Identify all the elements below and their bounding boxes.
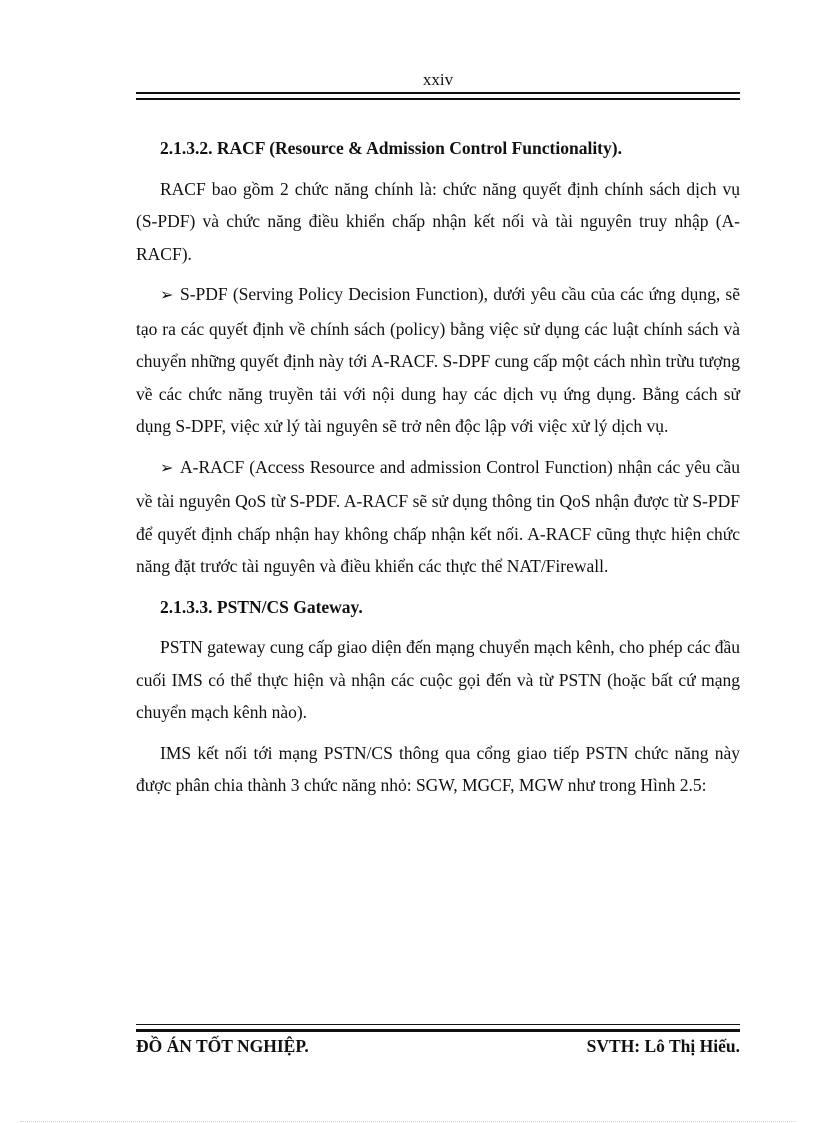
paragraph-racf-intro: RACF bao gồm 2 chức năng chính là: chức năng quyết định chính sách dịch vụ (S-PDF) và chức năng điều khiển chấp nhận kết nối và tài nguyên truy nhập (A-RACF). [136, 178, 740, 264]
page-footer [136, 1036, 740, 1057]
section-heading-pstn: 2.1.3.3. PSTN/CS Gateway. [160, 596, 363, 617]
bullet-item-spdf [136, 278, 740, 443]
bullet-text: A-RACF (Access Resource and admission Control Function) nhận các yêu cầu về tài nguyên QoS từ S-PDF. A-RACF sẽ sử dụng thông tin QoS nhận được từ S-PDF để quyết định chấp nhận hay không chấp nhận kết nối. A-RACF cũng thực hiện chức năng đặt trước tài nguyên và điều khiển các thực thể NAT/Firewall. [136, 456, 740, 576]
footer-rule [136, 1024, 740, 1031]
header-rule [136, 92, 740, 99]
bullet-item-aracf [136, 451, 740, 583]
header-rule-thin [136, 99, 740, 100]
footer-rule-thin [136, 1031, 740, 1032]
paragraph-pstn-1: PSTN gateway cung cấp giao diện đến mạng chuyển mạch kênh, cho phép các đầu cuối IMS có thể thực hiện và nhận các cuộc gọi đến và từ PSTN (hoặc bất cứ mạng chuyển mạch kênh nào). [136, 637, 740, 722]
arrow-bullet-icon: ➢ [160, 287, 174, 304]
footer-author: SVTH: Lô Thị Hiếu. [586, 1036, 740, 1056]
section-heading-racf: 2.1.3.2. RACF (Resource & Admission Control Functionality). [160, 138, 622, 158]
page-number: xxiv [422, 70, 454, 89]
paragraph-pstn-2: IMS kết nối tới mạng PSTN/CS thông qua cổng giao tiếp PSTN chức năng này được phân chia thành 3 chức năng nhỏ: SGW, MGCF, MGW như trong Hình 2.5: [136, 742, 740, 795]
footer-title: ĐỒ ÁN TỐT NGHIỆP. [136, 1036, 309, 1056]
page-edge-divider [20, 1121, 796, 1122]
bullet-text: S-PDF (Serving Policy Decision Function), dưới yêu cầu của các ứng dụng, sẽ tạo ra các quyết định về chính sách (policy) bằng việc sử dụng các luật chính sách và chuyển những quyết định này tới A-RACF. S-DPF cung cấp một cách nhìn trừu tượng về các chức năng truyền tải với nội dung hay các dịch vụ ứng dụng. Bằng cách sử dụng S-DPF, việc xử lý tài nguyên sẽ trở nên độc lập với việc xử lý dịch vụ. [136, 284, 740, 436]
arrow-bullet-icon: ➢ [160, 459, 174, 477]
page-body [136, 132, 740, 810]
